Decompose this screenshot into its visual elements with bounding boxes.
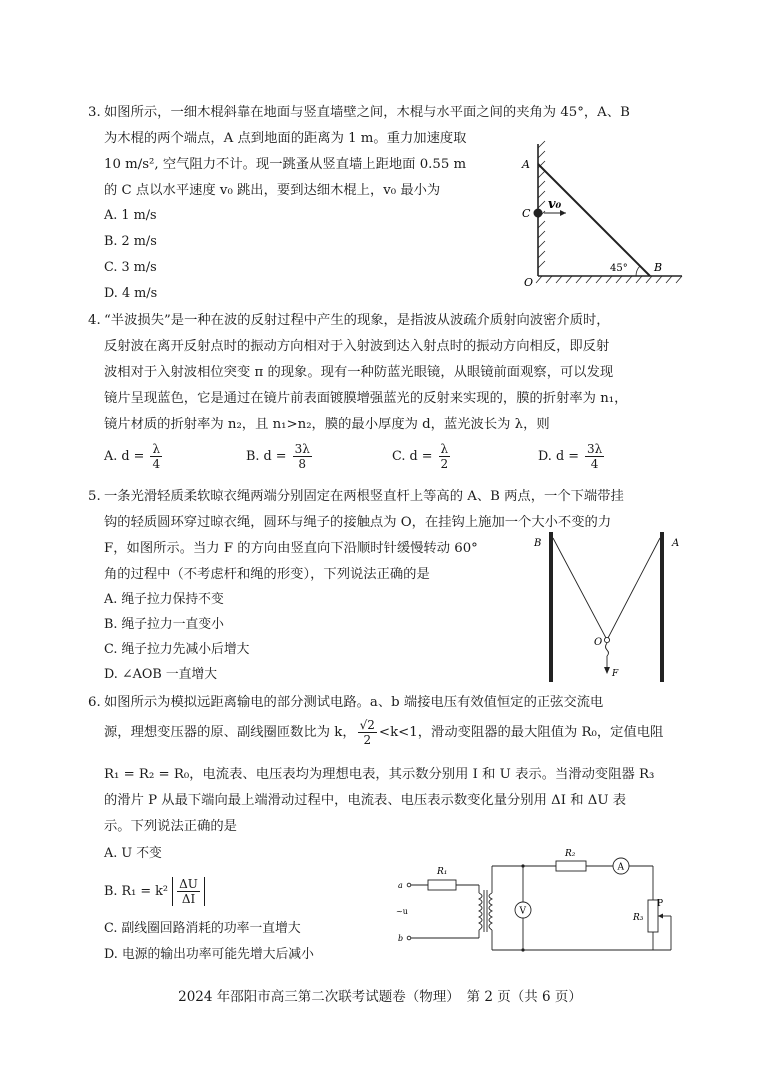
q4-option-a-den: 4 [152, 457, 161, 471]
q6-line-2-num: √2 [359, 718, 375, 732]
q6-line-2-fraction [358, 718, 377, 747]
q6-line-5: 示。下列说法正确的是 [104, 819, 237, 834]
q5-option-d: D. ∠AOB 一直增大 [104, 667, 218, 682]
q3-line-1: 如图所示，一细木棍斜靠在地面与竖直墙壁之间，木棍与水平面之间的夹角为 45°，A、B [104, 105, 630, 120]
q6-label-r1: R₁ [437, 867, 448, 877]
q4-option-a [104, 442, 164, 471]
q3-number: 3. [88, 105, 101, 120]
q4-option-b-den: 8 [298, 457, 307, 471]
q4-line-1: “半波损失”是一种在波的反射过程中产生的现象，是指波从波疏介质射向波密介质时， [104, 313, 610, 328]
q6-option-b-num: ΔU [179, 877, 198, 891]
q3-option-c: C. 3 m/s [104, 260, 157, 275]
q6-option-c: C. 副线圈回路消耗的功率一直增大 [104, 921, 301, 936]
q5-line-2: 钩的轻质圆环穿过晾衣绳，圆环与绳子的接触点为 O，在挂钩上施加一个大小不变的力 [104, 515, 612, 530]
q6-option-a: A. U 不变 [104, 846, 162, 861]
q5-label-o: O [594, 637, 603, 648]
q4-option-a-label: A. d = [104, 449, 145, 464]
q6-resistor-r1 [428, 880, 456, 890]
q3-label-b: B [654, 261, 663, 274]
q4-option-d-den: 4 [590, 457, 599, 471]
q5-line-3: F，如图所示。当力 F 的方向由竖直向下沿顺时针缓慢转动 60° [104, 541, 478, 556]
q5-option-a: A. 绳子拉力保持不变 [104, 592, 224, 607]
q5-label-f: F [612, 669, 619, 679]
q6-label-r2: R₂ [565, 849, 576, 859]
q3-option-a: A. 1 m/s [104, 208, 157, 223]
q3-option-b: B. 2 m/s [104, 234, 157, 249]
q4-option-c-den: 2 [440, 457, 449, 471]
q4-line-3: 波相对于入射波相位突变 π 的现象。现有一种防蓝光眼镜，从眼镜前面观察，可以发现 [104, 365, 614, 380]
q6-option-b-pre: B. R₁ = k² [104, 884, 169, 899]
q6-label-p: P [657, 899, 664, 909]
q6-label-b-terminal: b [398, 934, 404, 943]
q4-option-c-fraction [439, 442, 451, 471]
q5-line-1: 一条光滑轻质柔软晾衣绳两端分别固定在两根竖直杆上等高的 A、B 两点，一个下端带挂 [104, 489, 624, 504]
q6-line-4: 的滑片 P 从最下端向最上端滑动过程中，电流表、电压表示数变化量分别用 ΔI 和 ΔU 表 [104, 793, 627, 808]
q5-number: 5. [88, 489, 101, 504]
q5-option-c: C. 绳子拉力先减小后增大 [104, 642, 250, 657]
q4-option-c-num: λ [439, 442, 451, 457]
q6-circuit-figure [395, 838, 700, 970]
q3-label-o: O [524, 276, 534, 289]
q4-option-d [538, 442, 606, 471]
page-footer: 2024 年邵阳市高三第二次联考试题卷（物理） 第 2 页（共 6 页） [178, 989, 582, 1005]
q6-number: 6. [88, 695, 101, 710]
q6-option-b-den: ΔI [181, 892, 196, 906]
q3-stick [538, 164, 650, 276]
q6-line-2-pre: 源，理想变压器的原、副线圈匝数比为 k， [104, 725, 356, 740]
q4-option-d-label: D. d = [538, 449, 579, 464]
q6-option-d: D. 电源的输出功率可能先增大后减小 [104, 947, 314, 962]
q3-angle-label: 45° [610, 263, 628, 274]
q4-option-c [392, 442, 452, 471]
q3-velocity-label: v₀ [548, 197, 562, 212]
q6-option-b [104, 872, 205, 912]
q3-label-c: C [522, 207, 531, 220]
q4-line-2: 反射波在离开反射点时的振动方向相对于入射波到达入射点时的振动方向相反，即反射 [104, 339, 610, 354]
q6-option-b-abs [172, 877, 205, 906]
q4-option-d-fraction [585, 442, 604, 471]
q5-pole-b [549, 532, 553, 682]
q5-label-a: A [672, 538, 680, 549]
q3-stick-figure [510, 140, 685, 300]
q4-line-5: 镜片材质的折射率为 n₂，且 n₁>n₂，膜的最小厚度为 d，蓝光波长为 λ，则 [104, 417, 550, 432]
q6-resistor-r2 [556, 861, 586, 871]
q4-option-c-label: C. d = [392, 449, 433, 464]
q4-option-b [246, 442, 314, 471]
q3-line-3: 10 m/s², 空气阻力不计。现一跳蚤从竖直墙上距地面 0.55 m [104, 157, 467, 172]
q3-label-a: A [522, 158, 530, 171]
q5-label-b: B [534, 538, 542, 549]
q6-line-2-den: 2 [363, 733, 372, 747]
q5-pole-a [660, 532, 664, 682]
q4-line-4: 镜片呈现蓝色，它是通过在镜片前表面镀膜增强蓝光的反射来实现的，膜的折射率为 n₁， [104, 391, 628, 406]
q3-flea-dot [534, 209, 543, 218]
q4-option-a-num: λ [150, 442, 162, 457]
q6-line-3: R₁ = R₂ = R₀，电流表、电压表均为理想电表，其示数分别用 I 和 U 表示。当滑动变阻器 R₃ [104, 767, 655, 782]
q6-line-2 [104, 718, 663, 748]
q4-option-a-fraction [150, 442, 162, 471]
q6-label-source: ~u [396, 907, 408, 916]
q5-clothesline-figure [528, 528, 688, 683]
q6-label-a-terminal: a [398, 881, 403, 890]
q3-line-2: 为木棍的两个端点，A 点到地面的距离为 1 m。重力加速度取 [104, 131, 467, 146]
q4-option-b-label: B. d = [246, 449, 287, 464]
q4-option-d-num: 3λ [587, 442, 603, 456]
q4-option-b-num: 3λ [294, 442, 310, 456]
q3-line-4: 的 C 点以水平速度 v₀ 跳出，要到达细木棍上，v₀ 最小为 [104, 183, 441, 198]
q6-label-v: V [519, 906, 526, 917]
q4-number: 4. [88, 313, 101, 328]
q6-line-2-post: <k<1，滑动变阻器的最大阻值为 R₀，定值电阻 [378, 725, 664, 740]
q6-label-r3: R₃ [633, 913, 644, 923]
q6-label-ammeter: A [617, 862, 624, 873]
q5-option-b: B. 绳子拉力一直变小 [104, 617, 224, 632]
q4-option-b-fraction [293, 442, 312, 471]
q6-line-1: 如图所示为模拟远距离输电的部分测试电路。a、b 端接电压有效值恒定的正弦交流电 [104, 695, 604, 710]
q6-option-b-fraction [177, 877, 200, 906]
q5-line-4: 角的过程中（不考虑杆和绳的形变），下列说法正确的是 [104, 567, 430, 582]
q3-option-d: D. 4 m/s [104, 286, 158, 301]
